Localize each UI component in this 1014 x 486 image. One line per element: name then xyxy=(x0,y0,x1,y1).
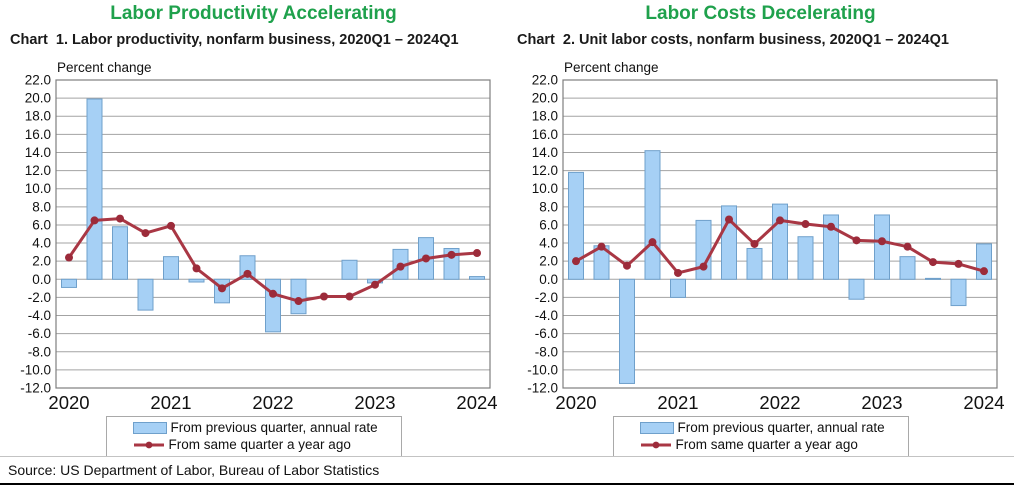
x-tick-label: 2022 xyxy=(759,392,801,412)
x-tick-label: 2021 xyxy=(657,392,699,412)
y-tick-label: 0.0 xyxy=(539,271,558,287)
y-tick-label: 14.0 xyxy=(24,144,51,160)
line-marker-2023Q1 xyxy=(878,237,886,245)
x-tick-label: 2023 xyxy=(354,392,396,412)
line-series-swatch xyxy=(133,440,165,450)
chart-headline: Labor Costs Decelerating xyxy=(645,3,876,24)
y-tick-label: -10.0 xyxy=(527,362,558,378)
y-tick-label: 14.0 xyxy=(531,144,558,160)
y-tick-label: 16.0 xyxy=(24,126,51,142)
legend-row-line xyxy=(133,436,397,453)
y-tick-label: -8.0 xyxy=(27,344,51,360)
bar-2023Q3 xyxy=(926,278,941,279)
bar-series-swatch xyxy=(640,422,674,434)
y-tick-label: 8.0 xyxy=(32,199,51,215)
y-tick-label: 12.0 xyxy=(531,163,558,179)
bar-2020Q4 xyxy=(138,279,153,310)
productivity-chart-canvas xyxy=(0,56,507,412)
y-tick-label: 4.0 xyxy=(32,235,51,251)
unit-labor-costs-chart-canvas xyxy=(507,56,1014,412)
bar-2022Q1 xyxy=(266,279,281,332)
x-tick-label: 2020 xyxy=(555,392,597,412)
line-series-swatch xyxy=(640,440,672,450)
y-tick-label: 10.0 xyxy=(531,181,558,197)
axis-units-label: Percent change xyxy=(564,60,659,75)
y-tick-label: 0.0 xyxy=(32,271,51,287)
x-tick-label: 2024 xyxy=(456,392,498,412)
y-tick-label: 18.0 xyxy=(531,108,558,124)
x-tick-label: 2020 xyxy=(48,392,90,412)
line-marker-2022Q4 xyxy=(853,236,861,244)
line-marker-2022Q1 xyxy=(269,290,277,298)
y-tick-label: -2.0 xyxy=(534,289,558,305)
bar-2021Q1 xyxy=(164,257,179,280)
bar-2020Q3 xyxy=(113,227,128,280)
bar-2022Q1 xyxy=(773,204,788,279)
legend-row-line xyxy=(640,436,904,453)
chart-caption: Chart 1. Labor productivity, nonfarm business, 2020Q1 – 2024Q1 xyxy=(10,32,459,48)
y-tick-label: -8.0 xyxy=(534,344,558,360)
legend-label-line: From same quarter a year ago xyxy=(168,436,351,452)
legend-label-line: From same quarter a year ago xyxy=(675,436,858,452)
legend-label-bars: From previous quarter, annual rate xyxy=(677,419,885,435)
line-marker-2023Q2 xyxy=(397,263,405,271)
chart-panel-productivity xyxy=(0,0,507,457)
legend-row-bars xyxy=(640,419,904,436)
x-tick-label: 2024 xyxy=(963,392,1005,412)
y-tick-label: -6.0 xyxy=(534,326,558,342)
line-marker-2022Q4 xyxy=(346,293,354,301)
line-marker-2020Q2 xyxy=(91,216,99,224)
line-marker-2022Q1 xyxy=(776,216,784,224)
bar-series-swatch xyxy=(133,422,167,434)
line-marker-2024Q1 xyxy=(980,267,988,275)
line-marker-2023Q3 xyxy=(929,258,937,266)
line-marker-2022Q3 xyxy=(827,223,835,231)
line-marker-2020Q3 xyxy=(116,215,124,223)
y-tick-label: 2.0 xyxy=(539,253,558,269)
y-tick-label: -2.0 xyxy=(27,289,51,305)
x-tick-label: 2022 xyxy=(252,392,294,412)
y-tick-label: -4.0 xyxy=(27,308,51,324)
bar-2024Q1 xyxy=(470,277,485,280)
bar-2022Q2 xyxy=(798,237,813,280)
line-marker-2020Q1 xyxy=(65,254,73,262)
line-marker-2023Q4 xyxy=(448,251,456,259)
bar-2023Q1 xyxy=(875,215,890,279)
line-marker-2021Q2 xyxy=(700,263,708,271)
y-tick-label: -6.0 xyxy=(27,326,51,342)
footer-separator xyxy=(0,456,1014,457)
bar-2022Q2 xyxy=(291,279,306,313)
line-marker-2021Q1 xyxy=(674,269,682,277)
x-tick-label: 2021 xyxy=(150,392,192,412)
line-marker-2021Q3 xyxy=(218,284,226,292)
chart-caption: Chart 2. Unit labor costs, nonfarm business, 2020Q1 – 2024Q1 xyxy=(517,32,949,48)
y-tick-label: 6.0 xyxy=(539,217,558,233)
line-marker-2022Q2 xyxy=(802,220,810,228)
line-marker-2021Q4 xyxy=(751,240,759,248)
bar-2022Q4 xyxy=(849,279,864,299)
y-tick-label: 22.0 xyxy=(531,72,558,88)
line-marker-2020Q1 xyxy=(572,257,580,265)
legend-label-bars: From previous quarter, annual rate xyxy=(170,419,378,435)
y-tick-label: 20.0 xyxy=(24,90,51,106)
line-marker-2020Q3 xyxy=(623,262,631,270)
legend-row-bars xyxy=(133,419,397,436)
bar-2020Q2 xyxy=(87,99,102,279)
line-marker-2021Q2 xyxy=(193,264,201,272)
legend-box xyxy=(613,416,909,457)
bar-2023Q2 xyxy=(900,257,915,280)
line-marker-2020Q4 xyxy=(142,229,150,237)
y-tick-label: 6.0 xyxy=(32,217,51,233)
line-marker-2023Q4 xyxy=(955,260,963,268)
y-tick-label: -12.0 xyxy=(527,380,558,396)
chart-headline: Labor Productivity Accelerating xyxy=(110,3,397,24)
chart-panel-unit-labor-costs xyxy=(507,0,1014,457)
source-note: Source: US Department of Labor, Bureau of Labor Statistics xyxy=(8,462,380,478)
y-tick-label: 10.0 xyxy=(24,181,51,197)
bar-2021Q1 xyxy=(671,279,686,297)
y-tick-label: -4.0 xyxy=(534,308,558,324)
bar-2020Q3 xyxy=(620,279,635,383)
bar-2022Q4 xyxy=(342,260,357,279)
line-marker-2023Q3 xyxy=(422,254,430,262)
bar-2021Q4 xyxy=(747,248,762,279)
y-tick-label: 20.0 xyxy=(531,90,558,106)
x-tick-label: 2023 xyxy=(861,392,903,412)
y-tick-label: 4.0 xyxy=(539,235,558,251)
y-tick-label: -12.0 xyxy=(20,380,51,396)
line-marker-2024Q1 xyxy=(473,249,481,257)
y-tick-label: -10.0 xyxy=(20,362,51,378)
line-marker-2020Q2 xyxy=(598,243,606,251)
line-marker-2022Q3 xyxy=(320,293,328,301)
bar-2020Q1 xyxy=(62,279,77,287)
y-tick-label: 12.0 xyxy=(24,163,51,179)
bar-2020Q4 xyxy=(645,151,660,280)
y-tick-label: 18.0 xyxy=(24,108,51,124)
bar-2021Q2 xyxy=(189,279,204,282)
line-marker-2023Q1 xyxy=(371,281,379,289)
y-tick-label: 16.0 xyxy=(531,126,558,142)
line-marker-2022Q2 xyxy=(295,297,303,305)
line-marker-2020Q4 xyxy=(649,238,657,246)
y-tick-label: 2.0 xyxy=(32,253,51,269)
axis-units-label: Percent change xyxy=(57,60,152,75)
y-tick-label: 8.0 xyxy=(539,199,558,215)
legend-box xyxy=(106,416,402,457)
bottom-rule xyxy=(0,483,1014,485)
line-marker-2021Q3 xyxy=(725,216,733,224)
line-marker-2023Q2 xyxy=(904,243,912,251)
line-marker-2021Q1 xyxy=(167,222,175,230)
line-marker-2021Q4 xyxy=(244,270,252,278)
bar-2023Q4 xyxy=(951,279,966,305)
y-tick-label: 22.0 xyxy=(24,72,51,88)
